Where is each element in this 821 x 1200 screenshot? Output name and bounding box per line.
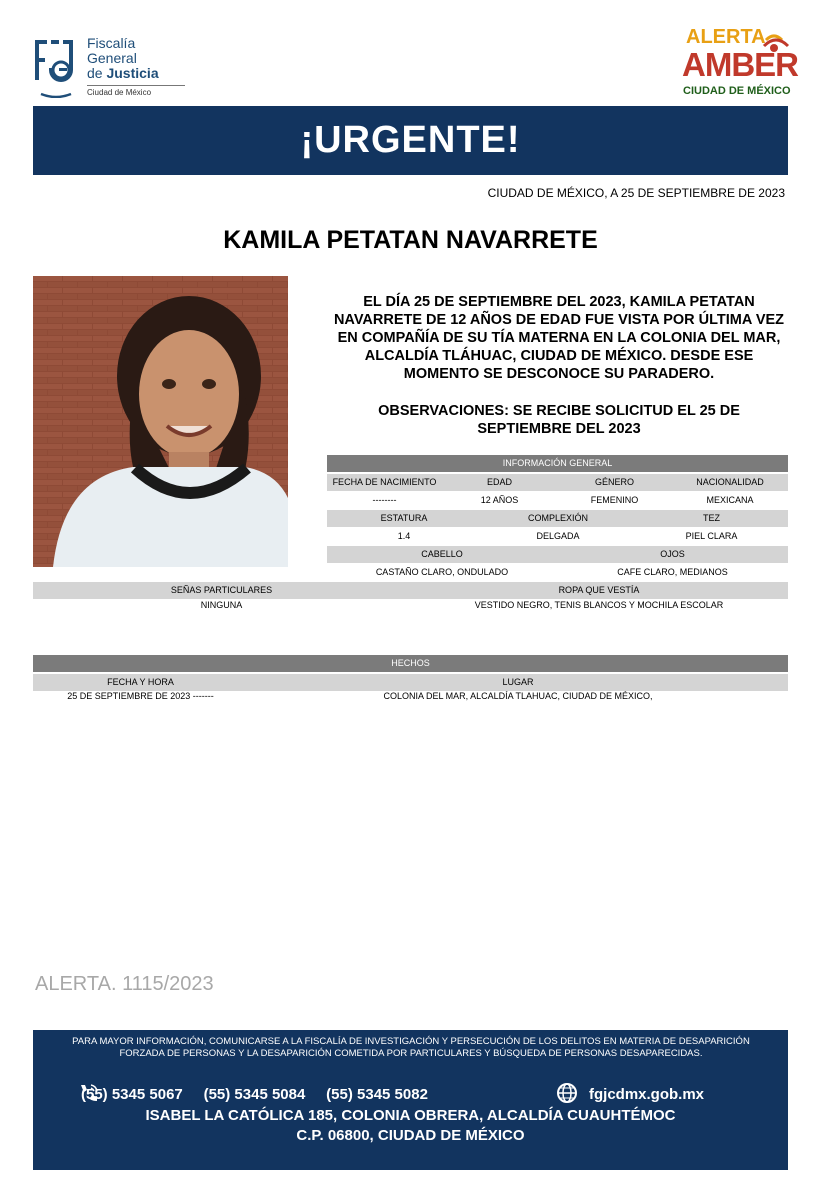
fgj-divider xyxy=(87,85,185,86)
footer-address-line2: C.P. 06800, CIUDAD DE MÉXICO xyxy=(296,1127,525,1144)
fgj-line1: Fiscalía xyxy=(87,35,136,51)
info-row3-labels xyxy=(327,546,788,563)
footer-info-text: PARA MAYOR INFORMACIÓN, COMUNICARSE A LA FISCALÍA DE INVESTIGACIÓN Y PERSECUCIÓN DE LOS DELITOS EN MATERIA DE DESAPARICIÓN FORZADA DE PERSONAS Y LA DESAPARICIÓN COMETIDA POR PARTICULARES Y BÚSQUEDA DE PERSONAS DESAPARECIDAS. xyxy=(72,1036,750,1059)
value-hair: CASTAÑO CLARO, ONDULADO xyxy=(375,567,509,577)
info-row1-values xyxy=(327,493,788,507)
value-age: 12 AÑOS xyxy=(480,495,519,505)
alert-number: ALERTA. 1115/2023 xyxy=(35,973,214,995)
amber-alerta-text: ALERTA xyxy=(686,26,766,48)
info-row2-labels xyxy=(327,510,788,527)
fgj-line3 xyxy=(87,66,187,81)
info-row4-values xyxy=(33,598,788,612)
footer-address xyxy=(33,1106,788,1146)
value-gender: FEMENINO xyxy=(590,495,639,505)
label-eyes: OJOS xyxy=(660,549,685,559)
footer-phones: (55) 5345 5067 (55) 5345 5084 (55) 5345 5082 xyxy=(81,1086,428,1103)
fgj-logo xyxy=(33,36,173,100)
info-row2-values xyxy=(327,529,788,543)
urgent-banner: ¡URGENTE! xyxy=(33,106,788,175)
facts-values xyxy=(33,689,788,703)
value-nationality: MEXICANA xyxy=(706,495,754,505)
value-place: COLONIA DEL MAR, ALCALDÍA TLAHUAC, CIUDAD DE MÉXICO, xyxy=(383,691,653,701)
label-hair: CABELLO xyxy=(421,549,463,559)
info-row1-labels xyxy=(327,474,788,491)
label-height: ESTATURA xyxy=(380,513,428,523)
fgj-line3-prefix: de xyxy=(87,65,103,81)
value-clothing: VESTIDO NEGRO, TENIS BLANCOS Y MOCHILA ESCOLAR xyxy=(474,600,724,610)
label-gender: GÉNERO xyxy=(594,477,634,487)
observations-text: OBSERVACIONES: SE RECIBE SOLICITUD EL 25 DE SEPTIEMBRE DEL 2023 xyxy=(378,403,740,437)
fgj-city: Ciudad de México xyxy=(87,88,152,97)
person-photo xyxy=(33,276,288,567)
label-complexion: TEZ xyxy=(703,513,720,523)
info-row3-values xyxy=(327,565,788,579)
value-birthdate: -------- xyxy=(372,495,397,505)
photo-illustration xyxy=(33,276,288,567)
fgj-line2: General xyxy=(87,50,137,66)
amber-alert-logo xyxy=(680,26,798,102)
label-age: EDAD xyxy=(486,477,512,487)
label-birthdate: FECHA DE NACIMIENTO xyxy=(332,477,437,487)
fgj-logo-icon xyxy=(33,36,79,98)
info-title: INFORMACIÓN GENERAL xyxy=(327,455,788,472)
footer-address-line1: ISABEL LA CATÓLICA 185, COLONIA OBRERA, ALCALDÍA CUAUHTÉMOC xyxy=(145,1107,676,1124)
value-build: DELGADA xyxy=(536,531,580,541)
value-complexion: PIEL CLARA xyxy=(685,531,738,541)
fgj-line3-bold: Justicia xyxy=(106,65,159,81)
fgj-name xyxy=(87,36,187,81)
label-nationality: NACIONALIDAD xyxy=(696,477,764,487)
footer xyxy=(33,1030,788,1170)
amber-amber-text: AMBER xyxy=(682,46,798,83)
person-name: KAMILA PETATAN NAVARRETE xyxy=(223,226,598,254)
label-datetime: FECHA Y HORA xyxy=(107,677,174,687)
footer-website[interactable]: fgjcdmx.gob.mx xyxy=(589,1086,705,1103)
label-place: LUGAR xyxy=(502,677,534,687)
globe-icon xyxy=(556,1082,578,1104)
facts-title: HECHOS xyxy=(33,655,788,672)
label-build: COMPLEXIÓN xyxy=(527,513,588,523)
info-row4-labels xyxy=(33,582,788,599)
value-marks: NINGUNA xyxy=(200,600,243,610)
value-datetime: 25 DE SEPTIEMBRE DE 2023 ------- xyxy=(67,691,214,701)
label-clothing: ROPA QUE VESTÍA xyxy=(558,585,640,595)
dateline: CIUDAD DE MÉXICO, A 25 DE SEPTIEMBRE DE 2023 xyxy=(487,186,785,200)
label-marks: SEÑAS PARTICULARES xyxy=(170,585,273,595)
case-description: EL DÍA 25 DE SEPTIEMBRE DEL 2023, KAMILA PETATAN NAVARRETE DE 12 AÑOS DE EDAD FUE VISTA POR ÚLTIMA VEZ EN COMPAÑÍA DE SU TÍA MATERNA EN LA COLONIA DEL MAR, ALCALDÍA TLÁHUAC, CIUDAD DE MÉXICO. DESDE ESE MOMENTO SE DESCONOCE SU PARADERO. xyxy=(333,294,785,382)
value-height: 1.4 xyxy=(397,531,411,541)
value-eyes: CAFE CLARO, MEDIANOS xyxy=(617,567,728,577)
amber-city-text: CIUDAD DE MÉXICO xyxy=(683,85,791,97)
